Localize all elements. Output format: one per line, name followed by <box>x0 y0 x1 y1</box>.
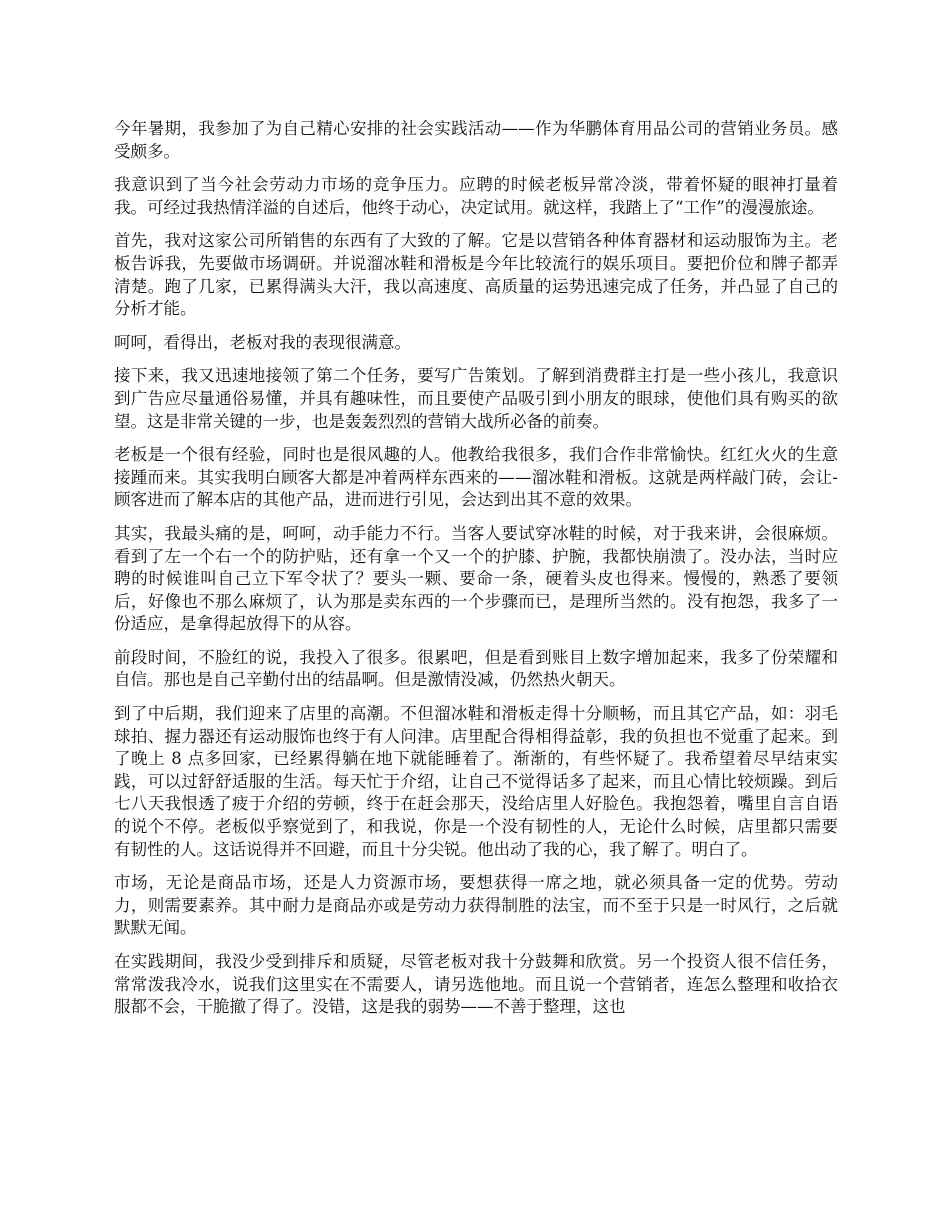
paragraph: 今年暑期，我参加了为自己精心安排的社会实践活动——作为华鹏体育用品公司的营销业务员。感受颇多。 <box>114 119 838 161</box>
paragraph: 其实，我最头痛的是，呵呵，动手能力不行。当客人要试穿冰鞋的时候，对于我来讲，会很麻烦。看到了左一个右一个的防护贴，还有拿一个又一个的护膝、护腕，我都快崩溃了。没办法，当时应聘的时候谁叫自己立下军令状了？要头一颗、要命一条，硬着头皮也得来。慢慢的，熟悉了要领后，好像也不那么麻烦了，认为那是卖东西的一个步骤而已，是理所当然的。没有抱怨，我多了一份适应，是拿得起放得下的从容。 <box>114 523 838 634</box>
paragraph: 我意识到了当今社会劳动力市场的竞争压力。应聘的时候老板异常冷淡，带着怀疑的眼神打量着我。可经过我热情洋溢的自述后，他终于动心，决定试用。就这样，我踏上了“工作”的漫漫旅途。 <box>114 175 838 217</box>
paragraph: 前段时间，不脸红的说，我投入了很多。很累吧，但是看到账目上数字增加起来，我多了份荣耀和自信。那也是自己辛勤付出的结晶啊。但是激情没减，仍然热火朝天。 <box>114 647 838 690</box>
paragraph: 接下来，我又迅速地接领了第二个任务，要写广告策划。了解到消费群主打是一些小孩儿，我意识到广告应尽量通俗易懂，并具有趣味性，而且要使产品吸引到小朋友的眼球，使他们具有购买的欲望。这是非常关键的一步，也是轰轰烈烈的营销大战所必备的前奏。 <box>114 366 838 431</box>
paragraph: 市场，无论是商品市场，还是人力资源市场，要想获得一席之地，就必须具备一定的优势。劳动力，则需要素养。其中耐力是商品亦或是劳动力获得制胜的法宝，而不至于只是一时风行，之后就默默无闻。 <box>114 873 838 938</box>
paragraph: 首先，我对这家公司所销售的东西有了大致的了解。它是以营销各种体育器材和运动服饰为主。老板告诉我，先要做市场调研。并说溜冰鞋和滑板是今年比较流行的娱乐项目。要把价位和牌子都弄清楚。跑了几家，已累得满头大汗，我以高速度、高质量的运势迅速完成了任务，并凸显了自己的分析才能。 <box>114 231 838 319</box>
paragraph: 到了中后期，我们迎来了店里的高潮。不但溜冰鞋和滑板走得十分顺畅，而且其它产品，如：羽毛球拍、握力器还有运动服饰也终于有人问津。店里配合得相得益彰，我的负担也不觉重了起来。到了晚上 8 点多回家，已经累得躺在地下就能睡着了。渐渐的，有些怀疑了。我希望着尽早结束实践，可以过舒舒适服的生活。每天忙于介绍，让自己不觉得话多了起来，而且心情比较烦躁。到后七八天我恨透了疲于介绍的劳顿，终于在赶会那天，没给店里人好脸色。我抱怨着，嘴里自言自语的说个不停。老板似乎察觉到了，和我说，你是一个没有韧性的人，无论什么时候，店里都只需要有韧性的人。这话说得并不回避，而且十分尖锐。他出动了我的心，我了解了。明白了。 <box>114 704 838 859</box>
paragraph: 老板是一个很有经验，同时也是很风趣的人。他教给我很多，我们合作非常愉快。红红火火的生意接踵而来。其实我明白顾客大都是冲着两样东西来的——溜冰鞋和滑板。这就是两样敲门砖，会让-顾客进而了解本店的其他产品，进而进行引见，会达到出其不意的效果。 <box>114 445 838 510</box>
paragraph: 呵呵，看得出，老板对我的表现很满意。 <box>114 332 411 352</box>
document-body <box>114 118 838 1030</box>
paragraph: 在实践期间，我没少受到排斥和质疑，尽管老板对我十分鼓舞和欣赏。另一个投资人很不信任务，常常泼我冷水，说我们这里实在不需要人，请另选他地。而且说一个营销者，连怎么整理和收拾衣服都不会，干脆撤了得了。没错，这是我的弱势——不善于整理，这也 <box>114 952 838 1017</box>
